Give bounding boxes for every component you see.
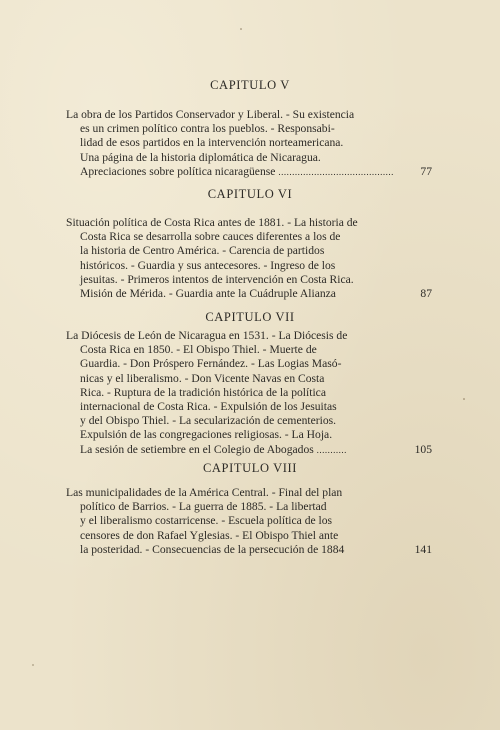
summary-line: Guardia. - Don Próspero Fernández. - Las Logias Masó-: [80, 357, 342, 371]
chapter-summary: [66, 486, 412, 557]
summary-line: Misión de Mérida. - Guardia ante la Cuádruple Alianza: [80, 286, 336, 300]
summary-line: lidad de esos partidos en la intervención norteamericana.: [80, 136, 344, 150]
summary-line-text: Apreciaciones sobre política nicaragüense: [80, 164, 276, 178]
leader-dots: ...........: [316, 444, 347, 455]
paper-speck: [463, 398, 465, 400]
summary-line: históricos. - Guardia y sus antecesores. - Ingreso de los: [80, 258, 336, 272]
summary-line: Expulsión de las congregaciones religiosas. - La Hoja.: [80, 428, 333, 442]
summary-line: La obra de los Partidos Conservador y Liberal. - Su existencia: [66, 108, 355, 121]
summary-line: político de Barrios. - La guerra de 1885. - La libertad: [80, 500, 327, 514]
page-number: 105: [414, 442, 432, 456]
summary-line: Costa Rica se desarrolla sobre cauces diferentes a los de: [80, 230, 341, 244]
summary-line: y el liberalismo costarricense. - Escuela política de los: [80, 514, 333, 528]
summary-line: La Diócesis de León de Nicaragua en 1531. - La Diócesis de: [66, 329, 348, 342]
chapter-heading: CAPITULO VII: [205, 310, 295, 324]
chapter-summary: [66, 329, 412, 457]
paper-speck: [32, 664, 34, 666]
summary-line: [66, 165, 412, 179]
page-number: 141: [414, 542, 432, 556]
summary-line: censores de don Rafael Yglesias. - El Obispo Thiel ante: [80, 528, 339, 542]
summary-line: Costa Rica en 1850. - El Obispo Thiel. - Muerte de: [80, 343, 317, 357]
summary-line: Rica. - Ruptura de la tradición histórica de la política: [80, 385, 326, 399]
page-number: 77: [420, 164, 432, 178]
chapter-summary: [66, 108, 412, 179]
chapter-heading: CAPITULO VIII: [202, 461, 298, 475]
summary-line: jesuitas. - Primeros intentos de intervención en Costa Rica.: [80, 272, 354, 286]
summary-line: [66, 443, 412, 457]
chapter-heading: CAPITULO V: [210, 78, 290, 92]
leader-dots: ..........................................: [278, 166, 394, 177]
chapter-heading: CAPITULO VI: [207, 187, 293, 201]
summary-line: nicas y el liberalismo. - Don Vicente Navas en Costa: [80, 371, 325, 385]
summary-line: Situación política de Costa Rica antes de 1881. - La historia de: [66, 216, 358, 229]
summary-line: la posteridad. - Consecuencias de la persecución de 1884: [80, 542, 345, 556]
summary-line-text: La sesión de setiembre en el Colegio de Abogados: [80, 442, 314, 456]
summary-line: Una página de la historia diplomática de Nicaragua.: [80, 150, 321, 164]
page-number: 87: [420, 287, 432, 300]
paper-speck: [240, 28, 242, 30]
summary-line: la historia de Centro América. - Carencia de partidos: [80, 244, 325, 258]
summary-line: internacional de Costa Rica. - Expulsión de los Jesuitas: [80, 399, 337, 413]
summary-line: Las municipalidades de la América Central. - Final del plan: [66, 486, 343, 499]
chapter-summary: [66, 216, 412, 301]
summary-line: y del Obispo Thiel. - La secularización de cementerios.: [80, 414, 337, 428]
summary-line: es un crimen político contra los pueblos. - Responsabi-: [80, 122, 335, 136]
